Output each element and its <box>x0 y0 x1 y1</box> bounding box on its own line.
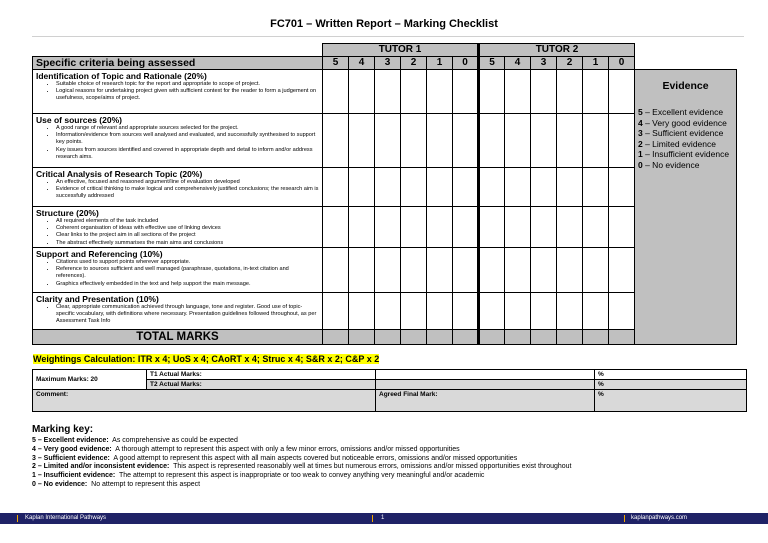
marking-key-description: This aspect is represented reasonably well at times but numerous errors, omissions and/or missed opportunities exist throughout <box>169 463 572 471</box>
tutor2-total-cell[interactable] <box>505 330 531 345</box>
marking-key-label: 2 – Limited and/or inconsistent evidence: <box>32 463 170 471</box>
tutor1-score-cell[interactable] <box>401 207 427 248</box>
footer-org-name: Kaplan International Pathways <box>25 515 107 521</box>
tutor2-score-cell[interactable] <box>505 248 531 293</box>
tutor2-score-header: 2 <box>557 57 583 70</box>
marking-key-title: Marking key: <box>32 424 94 435</box>
criterion-descriptor: • Coherent organisation of ideas with effective use of linking devices <box>56 225 320 232</box>
tutor1-score-cell[interactable] <box>375 248 401 293</box>
tutor1-score-cell[interactable] <box>401 70 427 114</box>
criterion-title: Identification of Topic and Rationale (20%) <box>36 71 207 81</box>
tutor2-header: TUTOR 2 <box>479 44 635 57</box>
criterion-cell <box>33 248 323 293</box>
tutor1-score-cell[interactable] <box>349 114 375 168</box>
tutor1-header: TUTOR 1 <box>323 44 479 57</box>
marking-key-description: No attempt to represent this aspect <box>87 480 201 488</box>
t2-actual-marks-field[interactable] <box>376 380 595 390</box>
criterion-descriptor: • Logical reasons for undertaking project given with sufficient context for the reader to form a judgement on usefulness, scope/aims of project. <box>56 88 320 102</box>
tutor1-score-cell[interactable] <box>375 207 401 248</box>
footer-bar <box>0 513 768 524</box>
tutor1-score-cell[interactable] <box>401 293 427 330</box>
t2-actual-marks-label: T2 Actual Marks: <box>147 380 376 390</box>
tutor2-score-cell[interactable] <box>609 207 635 248</box>
marking-checklist-table <box>32 43 737 345</box>
evidence-level <box>638 149 733 160</box>
tutor2-total-cell[interactable] <box>531 330 557 345</box>
evidence-key-panel <box>635 70 737 345</box>
tutor1-score-cell[interactable] <box>401 114 427 168</box>
tutor1-total-cell[interactable] <box>323 330 349 345</box>
criterion-descriptor: • Citations used to support points wherever appropriate. <box>56 259 320 266</box>
tutor2-score-header: 0 <box>609 57 635 70</box>
tutor2-score-cell[interactable] <box>479 168 505 207</box>
agreed-final-mark-field[interactable]: Agreed Final Mark: <box>376 390 595 412</box>
marking-key-description: The attempt to represent this aspect is inappropriate or too weak to convey anything very meaningful and/or academic <box>115 472 485 480</box>
weightings-text: Weightings Calculation: ITR x 4; UoS x 4; CAoRT x 4; Struc x 4; S&R x 2; C&P x 2 <box>33 354 380 364</box>
evidence-level-text: – Sufficient evidence <box>642 128 724 138</box>
tutor2-total-cell[interactable] <box>609 330 635 345</box>
criterion-descriptor-list <box>36 304 320 326</box>
t1-actual-marks-label: T1 Actual Marks: <box>147 370 376 380</box>
evidence-level <box>638 128 733 139</box>
tutor1-score-cell[interactable] <box>349 70 375 114</box>
tutor2-score-cell[interactable] <box>557 168 583 207</box>
tutor1-score-cell[interactable] <box>427 168 453 207</box>
criterion-descriptor: • A good range of relevant and appropriate sources selected for the project. <box>56 125 320 132</box>
tutor2-score-cell[interactable] <box>531 207 557 248</box>
footer-accent-divider <box>624 515 625 522</box>
tutor2-score-cell[interactable] <box>479 207 505 248</box>
criterion-descriptor: • Graphics effectively embedded in the text and help support the main message. <box>56 281 320 288</box>
tutor1-score-header: 1 <box>427 57 453 70</box>
tutor1-score-cell[interactable] <box>427 114 453 168</box>
evidence-level-number: 4 <box>638 117 643 128</box>
tutor1-total-cell[interactable] <box>349 330 375 345</box>
tutor2-score-cell[interactable] <box>505 70 531 114</box>
tutor2-total-cell[interactable] <box>583 330 609 345</box>
marking-key-item <box>32 472 572 481</box>
marking-key-label: 1 – Insufficient evidence: <box>32 472 116 480</box>
tutor2-score-cell[interactable] <box>609 114 635 168</box>
criterion-descriptor: • An effective, focused and reasoned argument/line of evaluation developed <box>56 179 320 186</box>
final-percent: % <box>595 390 747 412</box>
tutor1-score-cell[interactable] <box>401 248 427 293</box>
tutor1-score-cell[interactable] <box>453 70 479 114</box>
tutor1-score-cell[interactable] <box>453 114 479 168</box>
tutor1-score-cell[interactable] <box>375 293 401 330</box>
tutor2-score-cell[interactable] <box>609 293 635 330</box>
criterion-descriptor: • Information/evidence from sources well analysed and evaluated, and successfully synthesised to support key points. <box>56 132 320 146</box>
tutor2-score-header: 5 <box>479 57 505 70</box>
tutor1-score-cell[interactable] <box>427 207 453 248</box>
tutor2-score-cell[interactable] <box>557 248 583 293</box>
tutor1-score-cell[interactable] <box>427 248 453 293</box>
evidence-level <box>638 107 733 118</box>
criterion-title: Clarity and Presentation (10%) <box>36 294 159 304</box>
tutor2-score-cell[interactable] <box>479 248 505 293</box>
criterion-title: Structure (20%) <box>36 208 99 218</box>
footer-page-number: 1 <box>381 515 385 521</box>
tutor2-score-cell[interactable] <box>479 114 505 168</box>
tutor2-score-header: 3 <box>531 57 557 70</box>
footer-website: kaplanpathways.com <box>631 515 688 521</box>
comment-field[interactable]: Comment: <box>33 390 376 412</box>
criterion-descriptor: • Clear, appropriate communication achieved through language, tone and register. Good use of topic-specific vocabulary, with definitions where necessary. Presentation guidelines followed throughout, as per Assessment Task Info <box>56 304 320 326</box>
evidence-level-number: 3 <box>638 128 643 138</box>
criterion-descriptor: • Key issues from sources identified and covered in appropriate depth and detail to inform and/or address research aims. <box>56 147 320 161</box>
page-title: FC701 – Written Report – Marking Checklist <box>270 18 498 30</box>
footer-accent-divider <box>17 515 18 522</box>
marking-key-label: 0 – No evidence: <box>32 480 88 488</box>
marking-key-item <box>32 437 572 446</box>
tutor1-score-cell[interactable] <box>323 70 349 114</box>
evidence-level-text: – Limited evidence <box>642 138 716 149</box>
tutor1-score-cell[interactable] <box>349 168 375 207</box>
tutor1-score-header: 3 <box>375 57 401 70</box>
evidence-level-number: 1 <box>638 149 643 159</box>
tutor2-score-cell[interactable] <box>583 168 609 207</box>
tutor2-score-cell[interactable] <box>557 70 583 114</box>
marking-key-item <box>32 463 572 472</box>
tutor2-score-cell[interactable] <box>609 70 635 114</box>
tutor2-score-cell[interactable] <box>505 293 531 330</box>
max-marks-label: Maximum Marks: 20 <box>33 370 147 390</box>
criterion-cell <box>33 293 323 330</box>
criterion-descriptor-list <box>36 259 320 288</box>
tutor2-score-cell[interactable] <box>479 70 505 114</box>
tutor2-score-cell[interactable] <box>505 114 531 168</box>
tutor1-total-cell[interactable] <box>427 330 453 345</box>
tutor2-score-cell[interactable] <box>531 114 557 168</box>
criterion-descriptor-list <box>36 125 320 161</box>
tutor2-score-cell[interactable] <box>557 207 583 248</box>
tutor1-total-cell[interactable] <box>401 330 427 345</box>
criterion-title: Critical Analysis of Research Topic (20%) <box>36 169 203 179</box>
criterion-descriptor: • Suitable choice of research topic for the report and appropriate to scope of project. <box>56 81 320 88</box>
evidence-level <box>638 139 733 150</box>
criterion-descriptor-list <box>36 218 320 247</box>
t1-actual-marks-field[interactable] <box>376 370 595 380</box>
t1-percent: % <box>595 370 747 380</box>
tutor2-total-cell[interactable] <box>479 330 505 345</box>
tutor2-score-header: 1 <box>583 57 609 70</box>
criterion-cell <box>33 114 323 168</box>
tutor2-score-cell[interactable] <box>531 168 557 207</box>
marking-key-item <box>32 455 572 464</box>
tutor1-score-cell[interactable] <box>453 248 479 293</box>
criterion-title: Use of sources (20%) <box>36 115 122 125</box>
tutor2-score-cell[interactable] <box>531 248 557 293</box>
tutor1-score-cell[interactable] <box>453 207 479 248</box>
tutor1-score-cell[interactable] <box>427 70 453 114</box>
tutor2-score-cell[interactable] <box>583 248 609 293</box>
tutor1-score-header: 2 <box>401 57 427 70</box>
evidence-level-text: – No evidence <box>642 159 700 170</box>
tutor2-score-header: 4 <box>505 57 531 70</box>
criterion-descriptor-list <box>36 81 320 103</box>
tutor1-score-cell[interactable] <box>401 168 427 207</box>
tutor1-score-cell[interactable] <box>453 293 479 330</box>
tutor1-score-cell[interactable] <box>453 168 479 207</box>
weightings-calculation <box>33 354 379 364</box>
tutor2-score-cell[interactable] <box>583 293 609 330</box>
criterion-cell <box>33 168 323 207</box>
footer-accent-divider <box>372 515 373 522</box>
tutor1-score-cell[interactable] <box>349 248 375 293</box>
tutor1-score-cell[interactable] <box>323 168 349 207</box>
tutor2-score-cell[interactable] <box>583 207 609 248</box>
tutor1-score-header: 0 <box>453 57 479 70</box>
criterion-cell <box>33 70 323 114</box>
t2-percent: % <box>595 380 747 390</box>
tutor1-score-cell[interactable] <box>323 293 349 330</box>
marks-summary-table <box>32 369 747 412</box>
tutor1-score-header: 5 <box>323 57 349 70</box>
tutor2-total-cell[interactable] <box>557 330 583 345</box>
evidence-level-text: – Insufficient evidence <box>642 149 730 159</box>
criterion-title: Support and Referencing (10%) <box>36 249 163 259</box>
tutor1-score-cell[interactable] <box>375 114 401 168</box>
tutor2-score-cell[interactable] <box>505 168 531 207</box>
tutor2-score-cell[interactable] <box>505 207 531 248</box>
tutor2-score-cell[interactable] <box>531 293 557 330</box>
tutor2-score-cell[interactable] <box>583 114 609 168</box>
tutor1-score-cell[interactable] <box>349 293 375 330</box>
title-divider <box>32 36 744 37</box>
tutor2-score-cell[interactable] <box>609 248 635 293</box>
evidence-level-number: 0 <box>638 159 643 170</box>
tutor2-score-cell[interactable] <box>557 293 583 330</box>
tutor1-score-cell[interactable] <box>375 70 401 114</box>
marking-key-item <box>32 446 572 455</box>
marking-key-label: 5 – Excellent evidence: <box>32 437 109 444</box>
marking-key-description: A good attempt to represent this aspect with all main aspects covered but noticeable errors, omissions and/or missed opportunities <box>109 454 518 462</box>
tutor1-score-cell[interactable] <box>323 114 349 168</box>
criterion-descriptor-list <box>36 179 320 201</box>
tutor2-score-cell[interactable] <box>531 70 557 114</box>
marking-key-list <box>32 437 572 490</box>
tutor2-score-cell[interactable] <box>557 114 583 168</box>
evidence-level-number: 5 <box>638 107 643 117</box>
evidence-level-text: – Excellent evidence <box>642 107 724 117</box>
tutor1-total-cell[interactable] <box>375 330 401 345</box>
tutor2-score-cell[interactable] <box>479 293 505 330</box>
evidence-level <box>638 118 733 129</box>
tutor2-score-cell[interactable] <box>609 168 635 207</box>
total-marks-label: TOTAL MARKS <box>33 330 323 345</box>
criterion-cell <box>33 207 323 248</box>
evidence-level <box>638 160 733 171</box>
tutor1-score-cell[interactable] <box>349 207 375 248</box>
marking-key-label: 3 – Sufficient evidence: <box>32 454 110 462</box>
evidence-level-number: 2 <box>638 138 643 149</box>
marking-key-description: As comprehensive as could be expected <box>108 437 238 444</box>
tutor1-score-cell[interactable] <box>375 168 401 207</box>
tutor2-score-cell[interactable] <box>583 70 609 114</box>
criterion-descriptor: • Clear links to the project aim in all sections of the project <box>56 232 320 239</box>
criterion-descriptor: • Evidence of critical thinking to make logical and comprehensively justified conclusions; the research aim is successfully addressed <box>56 186 320 200</box>
marking-key-label: 4 – Very good evidence: <box>32 445 112 453</box>
marking-key-item <box>32 481 572 490</box>
tutor1-score-cell[interactable] <box>427 293 453 330</box>
criterion-descriptor: • Reference to sources sufficient and well managed (paraphrase, quotations, in-text citation and references). <box>56 266 320 280</box>
evidence-heading: Evidence <box>662 80 709 92</box>
tutor1-total-cell[interactable] <box>453 330 479 345</box>
evidence-level-text: – Very good evidence <box>642 117 727 128</box>
tutor1-score-cell[interactable] <box>323 207 349 248</box>
tutor1-score-cell[interactable] <box>323 248 349 293</box>
tutor1-score-header: 4 <box>349 57 375 70</box>
marking-key-description: A thorough attempt to represent this aspect with only a few minor errors, omissions and/or missed opportunities <box>111 445 460 453</box>
criterion-descriptor: • The abstract effectively summarises the main aims and conclusions <box>56 240 320 247</box>
criteria-column-header: Specific criteria being assessed <box>33 57 323 70</box>
criterion-descriptor: • All required elements of the task included <box>56 218 320 225</box>
